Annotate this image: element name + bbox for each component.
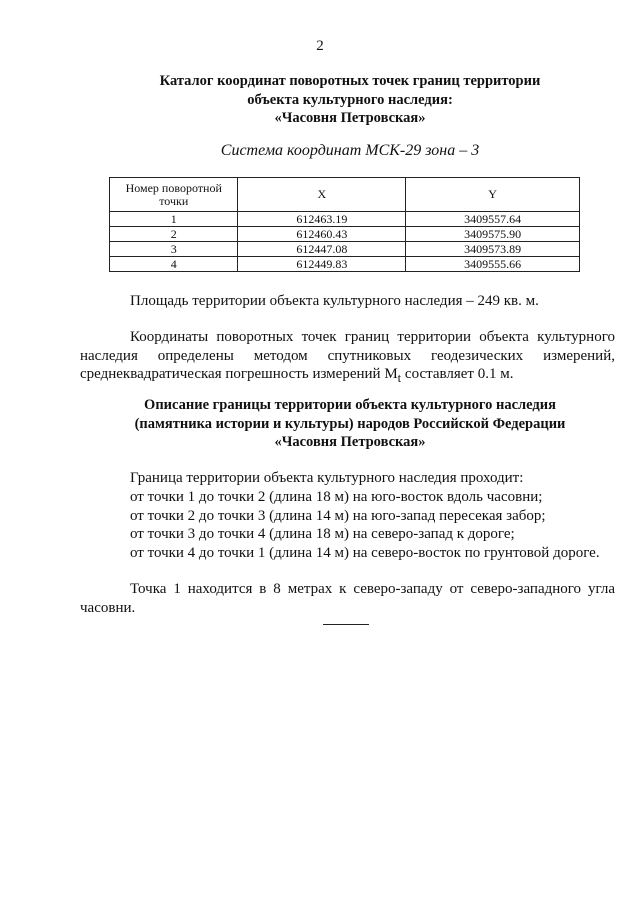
- cell-point: 3: [110, 242, 238, 257]
- boundary-segment: от точки 1 до точки 2 (длина 18 м) на юго-восток вдоль часовни;: [130, 489, 543, 505]
- boundary-segments: [80, 488, 615, 562]
- boundary-segment: от точки 3 до точки 4 (длина 18 м) на северо-запад к дороге;: [130, 526, 515, 542]
- boundary-segment: от точки 4 до точки 1 (длина 14 м) на северо-восток по грунтовой дороге.: [130, 544, 600, 561]
- method-text-end: составляет 0.1 м.: [401, 366, 514, 382]
- cell-y: 3409573.89: [406, 242, 580, 257]
- cell-x: 612463.19: [238, 212, 406, 227]
- point-location-paragraph: Точка 1 находится в 8 метрах к северо-западу от северо-западного угла часовни.: [80, 581, 615, 616]
- description-title: [80, 396, 620, 452]
- description-title-line: «Часовня Петровская»: [274, 434, 426, 450]
- cell-point: 2: [110, 227, 238, 242]
- catalog-title-line: «Часовня Петровская»: [274, 110, 426, 126]
- boundary-segment: от точки 2 до точки 3 (длина 14 м) на юго-запад пересекая забор;: [130, 507, 546, 524]
- header-y: Y: [406, 178, 580, 212]
- area-paragraph: Площадь территории объекта культурного наследия – 249 кв. м.: [130, 293, 539, 309]
- table-row: [110, 242, 580, 257]
- page-number: 2: [316, 38, 324, 54]
- method-text: Координаты поворотных точек границ территории объекта культурного наследия определены методом спутниковых геодезических измерений, среднеквадратическая погрешность измерений M: [80, 329, 615, 382]
- boundary-intro: Граница территории объекта культурного наследия проходит:: [130, 470, 524, 486]
- method-paragraph: [80, 328, 615, 388]
- table-row: [110, 227, 580, 242]
- table-header-row: [110, 178, 580, 212]
- catalog-title-line: объекта культурного наследия:: [247, 91, 453, 108]
- header-x: X: [238, 178, 406, 212]
- end-divider: [323, 624, 369, 625]
- description-title-line: (памятника истории и культуры) народов Российской Федерации: [134, 415, 566, 432]
- cell-point: 1: [110, 212, 238, 227]
- cell-y: 3409555.66: [406, 257, 580, 272]
- cell-point: 4: [110, 257, 238, 272]
- header-point-number: Номер поворотной точки: [110, 178, 238, 212]
- coordinate-system: Система координат МСК-29 зона – 3: [220, 142, 480, 159]
- cell-y: 3409557.64: [406, 212, 580, 227]
- catalog-title: [80, 72, 620, 128]
- catalog-title-line: Каталог координат поворотных точек границ территории: [159, 73, 541, 89]
- cell-x: 612460.43: [238, 227, 406, 242]
- cell-y: 3409575.90: [406, 227, 580, 242]
- method-subscript: t: [397, 371, 402, 385]
- table-row: [110, 212, 580, 227]
- coordinates-table: [109, 177, 580, 272]
- cell-x: 612447.08: [238, 242, 406, 257]
- description-title-line: Описание границы территории объекта культурного наследия: [144, 397, 556, 413]
- cell-x: 612449.83: [238, 257, 406, 272]
- table-row: [110, 257, 580, 272]
